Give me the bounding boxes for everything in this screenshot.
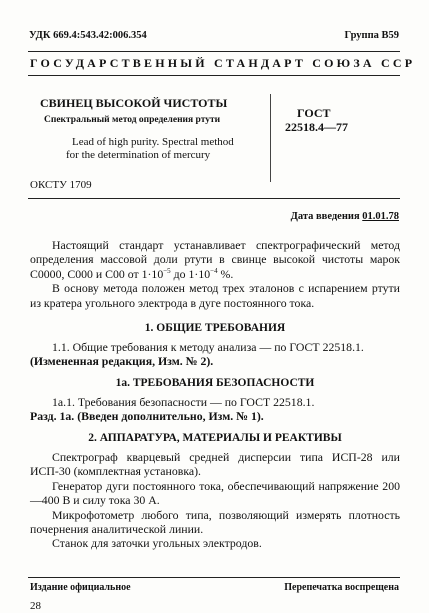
second-rule — [28, 75, 400, 76]
section1-amendment: (Измененная редакция, Изм. № 2). — [30, 354, 214, 369]
introduction-date — [291, 211, 399, 222]
section1-line1: 1.1. Общие требования к методу анализа — по ГОСТ 22518.1. — [52, 340, 364, 354]
section2-paragraph-3: Микрофотометр любого типа, позволяющий измерять плотность почернения аналитической линии. — [30, 507, 400, 537]
intro-p1-exponent-1: −5 — [163, 266, 171, 275]
section2-paragraph-2: Генератор дуги постоянного тока, обеспечивающий напряжение 200—400 В и силу тока 30 А. — [30, 478, 400, 508]
section2-paragraph-1: Спектрограф кварцевый средней дисперсии типа ИСП-28 или ИСП-30 (комплектная установка). — [30, 450, 400, 479]
footer-rule — [28, 577, 400, 578]
introduction-date-label: Дата введения — [290, 211, 360, 222]
document-title: СВИНЕЦ ВЫСОКОЙ ЧИСТОТЫ — [40, 96, 228, 110]
section2-paragraph-4: Станок для заточки угольных электродов. — [52, 536, 262, 551]
official-edition-note: Издание официальное — [30, 582, 131, 593]
intro-paragraph-2: В основу метода положен метод трех эталонов с испарением ртути из кратера угольного электрода в дуге постоянного тока. — [30, 281, 400, 310]
section1a-heading: 1а. ТРЕБОВАНИЯ БЕЗОПАСНОСТИ — [115, 377, 315, 389]
intro-p1-end: %. — [217, 266, 234, 281]
reprint-prohibited-note: Перепечатка воспрещена — [284, 582, 399, 593]
intro-p1-text: Настоящий стандарт устанавливает спектрографический метод определения массовой доли ртути в свинце высокой чистоты марок С0000, С000 и С00 от 1·10 — [30, 238, 400, 281]
okstu-code: ОКСТУ 1709 — [30, 179, 92, 191]
gost-number: 22518.4—77 — [285, 120, 348, 134]
okstu-rule — [28, 198, 400, 199]
section2-heading: 2. АППАРАТУРА, МАТЕРИАЛЫ И РЕАКТИВЫ — [88, 432, 342, 444]
section1-body — [30, 340, 400, 369]
section2-body — [30, 450, 400, 551]
intro-p1-exponent-2: −4 — [210, 266, 218, 275]
state-standard-heading: ГОСУДАРСТВЕННЫЙ СТАНДАРТ СОЮЗА ССР — [30, 56, 416, 70]
introduction-date-value: 01.01.78 — [362, 211, 399, 222]
section1a-body — [30, 395, 400, 424]
intro-paragraph-1 — [30, 238, 400, 310]
section1a-amendment: Разд. 1а. (Введен дополнительно, Изм. № 1). — [30, 409, 264, 424]
section1a-line1: 1а.1. Требования безопасности — по ГОСТ 22518.1. — [52, 395, 315, 409]
document-subtitle: Спектральный метод определения ртути — [44, 115, 221, 125]
page-number: 28 — [30, 600, 41, 612]
section1-heading: 1. ОБЩИЕ ТРЕБОВАНИЯ — [144, 322, 286, 334]
intro-p1-middle: до 1·10 — [170, 266, 211, 281]
udk-code: УДК 669.4:543.42:006.354 — [29, 30, 147, 41]
title-divider — [270, 94, 271, 182]
english-title-line2: for the determination of mercury — [66, 149, 211, 161]
gost-label: ГОСТ — [297, 106, 331, 120]
top-rule — [28, 51, 400, 52]
english-title-line1: Lead of high purity. Spectral method — [72, 136, 234, 148]
group-code: Группа В59 — [344, 30, 399, 41]
